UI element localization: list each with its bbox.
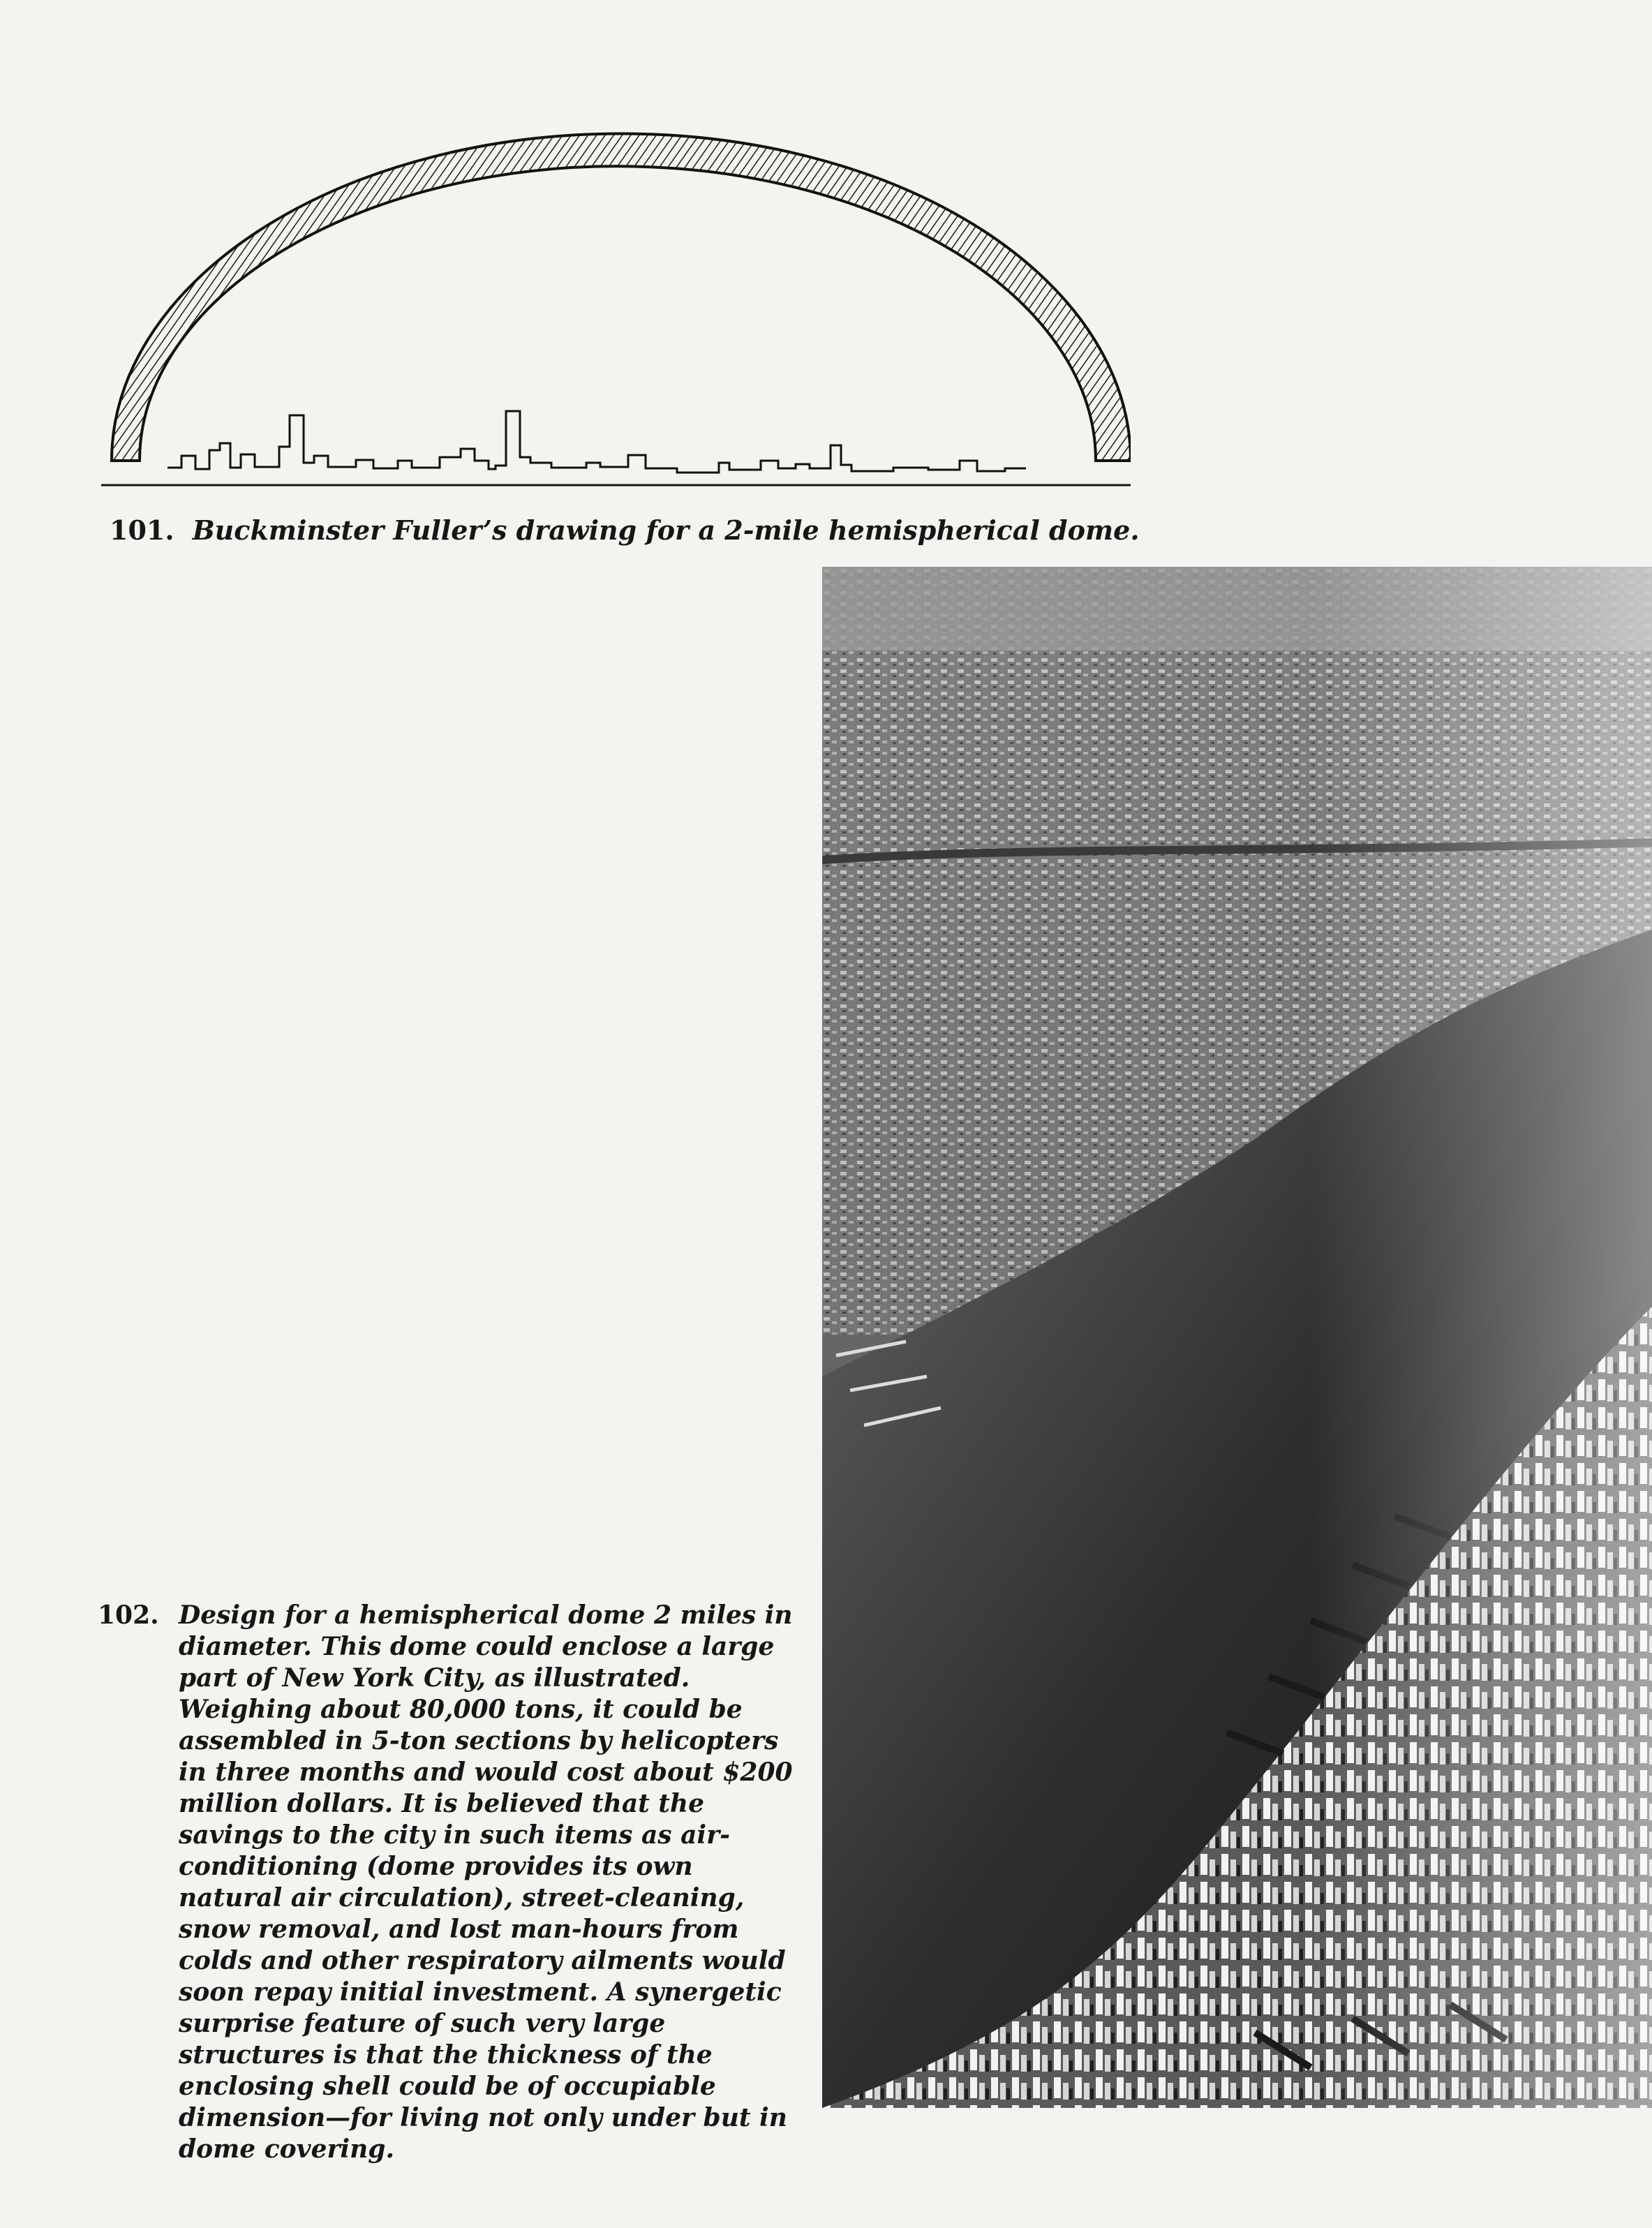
figure-102-caption-text: Design for a hemispherical dome 2 miles in diameter. This dome could enclose a large part of New York City, as illustrated. Weighing about 80,000 tons, it could be assembled in 5-ton sections by helicopters in three months and would cost about $200 million dollars. It is believed that the savings to the city in such items as air-conditioning (dome provides its own natural air circulation), street-cleaning, snow removal, and lost man-hours from colds and other respiratory ailments would soon repay initial investment. A synergetic surprise feature of such very large structures is that the thickness of the enclosing shell could be of occupiable dimension—for living not only under but in dome covering. xyxy=(179,1601,793,2164)
dome-drawing xyxy=(98,80,1131,499)
dome-sketch-svg xyxy=(98,80,1131,499)
city-skyline xyxy=(168,411,1026,473)
photo-glare xyxy=(1311,567,1652,2108)
figure-102-number: 102. xyxy=(98,1601,159,1630)
aerial-photo-manhattan xyxy=(822,567,1652,2108)
aerial-photo-svg xyxy=(822,567,1652,2108)
dome-shell xyxy=(112,133,1131,461)
figure-101-caption xyxy=(110,513,1140,548)
figure-101-caption-text: Buckminster Fuller’s drawing for a 2-mile hemispherical dome. xyxy=(192,514,1140,546)
figure-101-number: 101. xyxy=(110,514,174,546)
